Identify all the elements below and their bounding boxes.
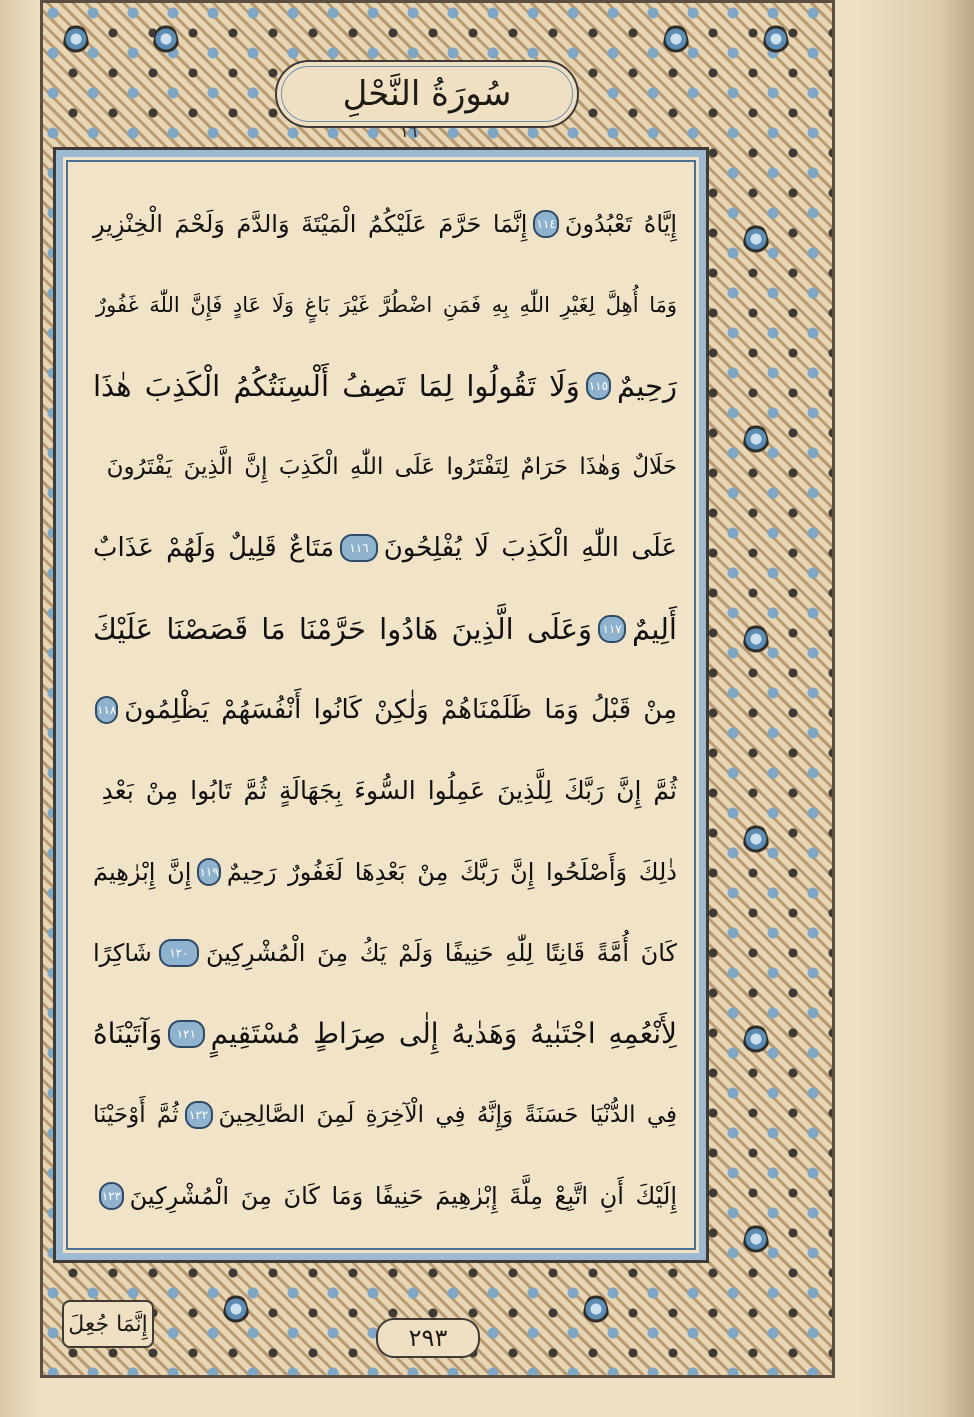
verse-text: إِنَّ إِبْرٰهِيمَ <box>93 857 192 886</box>
border-motif-icon <box>743 823 769 863</box>
verse-text: ثُمَّ أَوْحَيْنَا <box>93 1101 179 1128</box>
verse-line <box>93 345 677 426</box>
verse-text: شَاكِرًا <box>93 938 152 967</box>
verse-text: رَحِيمٌ <box>617 368 677 403</box>
verse-text: عَلَى اللّٰهِ الْكَذِبَ لَا يُفْلِحُونَ <box>383 532 677 563</box>
border-motif-icon <box>153 23 179 63</box>
verse-text: وَعَلَى الَّذِينَ هَادُوا حَرَّمْنَا مَا قَصَصْنَا عَلَيْكَ <box>93 611 593 646</box>
verse-text: ذٰلِكَ وَأَصْلَحُوا إِنَّ رَبَّكَ مِنْ بَعْدِهَا لَغَفُورٌ رَحِيمٌ <box>226 857 677 886</box>
verse-text: حَلَالٌ وَهٰذَا حَرَامٌ لِتَفْتَرُوا عَلَى اللّٰهِ الْكَذِبَ إِنَّ الَّذِينَ يَفْتَرُونَ <box>106 453 677 480</box>
ayah-marker-icon: ١٢٠ <box>159 939 199 967</box>
ayah-marker-icon: ١١٩ <box>197 858 220 886</box>
ayah-marker-icon: ١١٧ <box>598 615 626 643</box>
text-panel <box>56 150 706 1260</box>
sura-number: ١٦ <box>400 122 418 141</box>
border-motif-icon <box>223 1293 249 1333</box>
verse-text: إِيَّاهُ تَعْبُدُونَ <box>564 209 677 238</box>
verse-line <box>93 912 677 993</box>
border-motif-icon <box>743 623 769 663</box>
ayah-marker-icon: ١٢١ <box>168 1020 204 1048</box>
border-motif-icon <box>743 223 769 263</box>
border-motif-icon <box>743 1023 769 1063</box>
verse-text: كَانَ أُمَّةً قَانِتًا لِلّٰهِ حَنِيفًا وَلَمْ يَكُ مِنَ الْمُشْرِكِينَ <box>205 938 677 967</box>
verse-line <box>93 588 677 669</box>
border-motif-icon <box>763 23 789 63</box>
verse-line <box>93 993 677 1074</box>
page-number-box <box>376 1318 480 1358</box>
verse-line <box>93 669 677 750</box>
verse-text: ثُمَّ إِنَّ رَبَّكَ لِلَّذِينَ عَمِلُوا السُّوءَ بِجَهَالَةٍ ثُمَّ تَابُوا مِنْ بَعْدِ <box>101 776 677 805</box>
verse-text: إِنَّمَا حَرَّمَ عَلَيْكُمُ الْمَيْتَةَ وَالدَّمَ وَلَحْمَ الْخِنْزِيرِ <box>93 209 528 238</box>
sura-title: سُورَةُ النَّحْلِ <box>342 74 512 114</box>
verse-text: أَلِيمٌ <box>632 611 677 646</box>
verse-line <box>93 831 677 912</box>
border-motif-icon <box>743 423 769 463</box>
verse-line <box>93 1155 677 1236</box>
page-edge-shadow-right <box>854 0 974 1417</box>
verse-line <box>93 426 677 507</box>
verse-line <box>93 1074 677 1155</box>
verse-text: إِلَيْكَ أَنِ اتَّبِعْ مِلَّةَ إِبْرٰهِيمَ حَنِيفًا وَمَا كَانَ مِنَ الْمُشْرِكِينَ <box>129 1181 677 1210</box>
verse-lines <box>93 183 677 1236</box>
verse-line <box>93 750 677 831</box>
verse-text: وَمَا أُهِلَّ لِغَيْرِ اللّٰهِ بِهِ فَمَنِ اضْطُرَّ غَيْرَ بَاغٍ وَلَا عَادٍ فَإِنَّ اللّٰهَ غَفُورٌ <box>96 292 677 317</box>
ayah-marker-icon: ١٢٣ <box>99 1182 124 1210</box>
catchword: إِنَّمَا جُعِلَ <box>68 1311 148 1337</box>
ayah-marker-icon: ١١٤ <box>533 210 558 238</box>
verse-text: فِي الدُّنْيَا حَسَنَةً وَإِنَّهُ فِي الْآخِرَةِ لَمِنَ الصَّالِحِينَ <box>218 1101 677 1128</box>
verse-line <box>93 264 677 345</box>
verse-line <box>93 183 677 264</box>
verse-text: مِنْ قَبْلُ وَمَا ظَلَمْنَاهُمْ وَلٰكِنْ كَانُوا أَنْفُسَهُمْ يَظْلِمُونَ <box>124 694 677 725</box>
ayah-marker-icon: ١٢٢ <box>185 1101 213 1129</box>
border-motif-icon <box>743 1223 769 1263</box>
border-motif-icon <box>663 23 689 63</box>
verse-text: مَتَاعٌ قَلِيلٌ وَلَهُمْ عَذَابٌ <box>93 532 335 563</box>
verse-line <box>93 507 677 588</box>
sura-title-cartouche <box>275 60 579 128</box>
border-motif-icon <box>583 1293 609 1333</box>
verse-text: وَلَا تَقُولُوا لِمَا تَصِفُ أَلْسِنَتُكُمُ الْكَذِبَ هٰذَا <box>93 368 580 403</box>
verse-text: لِأَنْعُمِهِ اجْتَبٰيهُ وَهَدٰيهُ إِلٰى صِرَاطٍ مُسْتَقِيمٍ <box>210 1017 677 1050</box>
page-edge-shadow-left <box>0 0 40 1417</box>
border-motif-icon <box>63 23 89 63</box>
ayah-marker-icon: ١١٦ <box>340 534 377 562</box>
ayah-marker-icon: ١١٨ <box>95 696 118 724</box>
catchword-box <box>62 1300 154 1348</box>
ayah-marker-icon: ١١٥ <box>586 372 611 400</box>
page-number: ٢٩٣ <box>408 1324 448 1352</box>
verse-text: وَآتَيْنَاهُ <box>93 1017 163 1050</box>
